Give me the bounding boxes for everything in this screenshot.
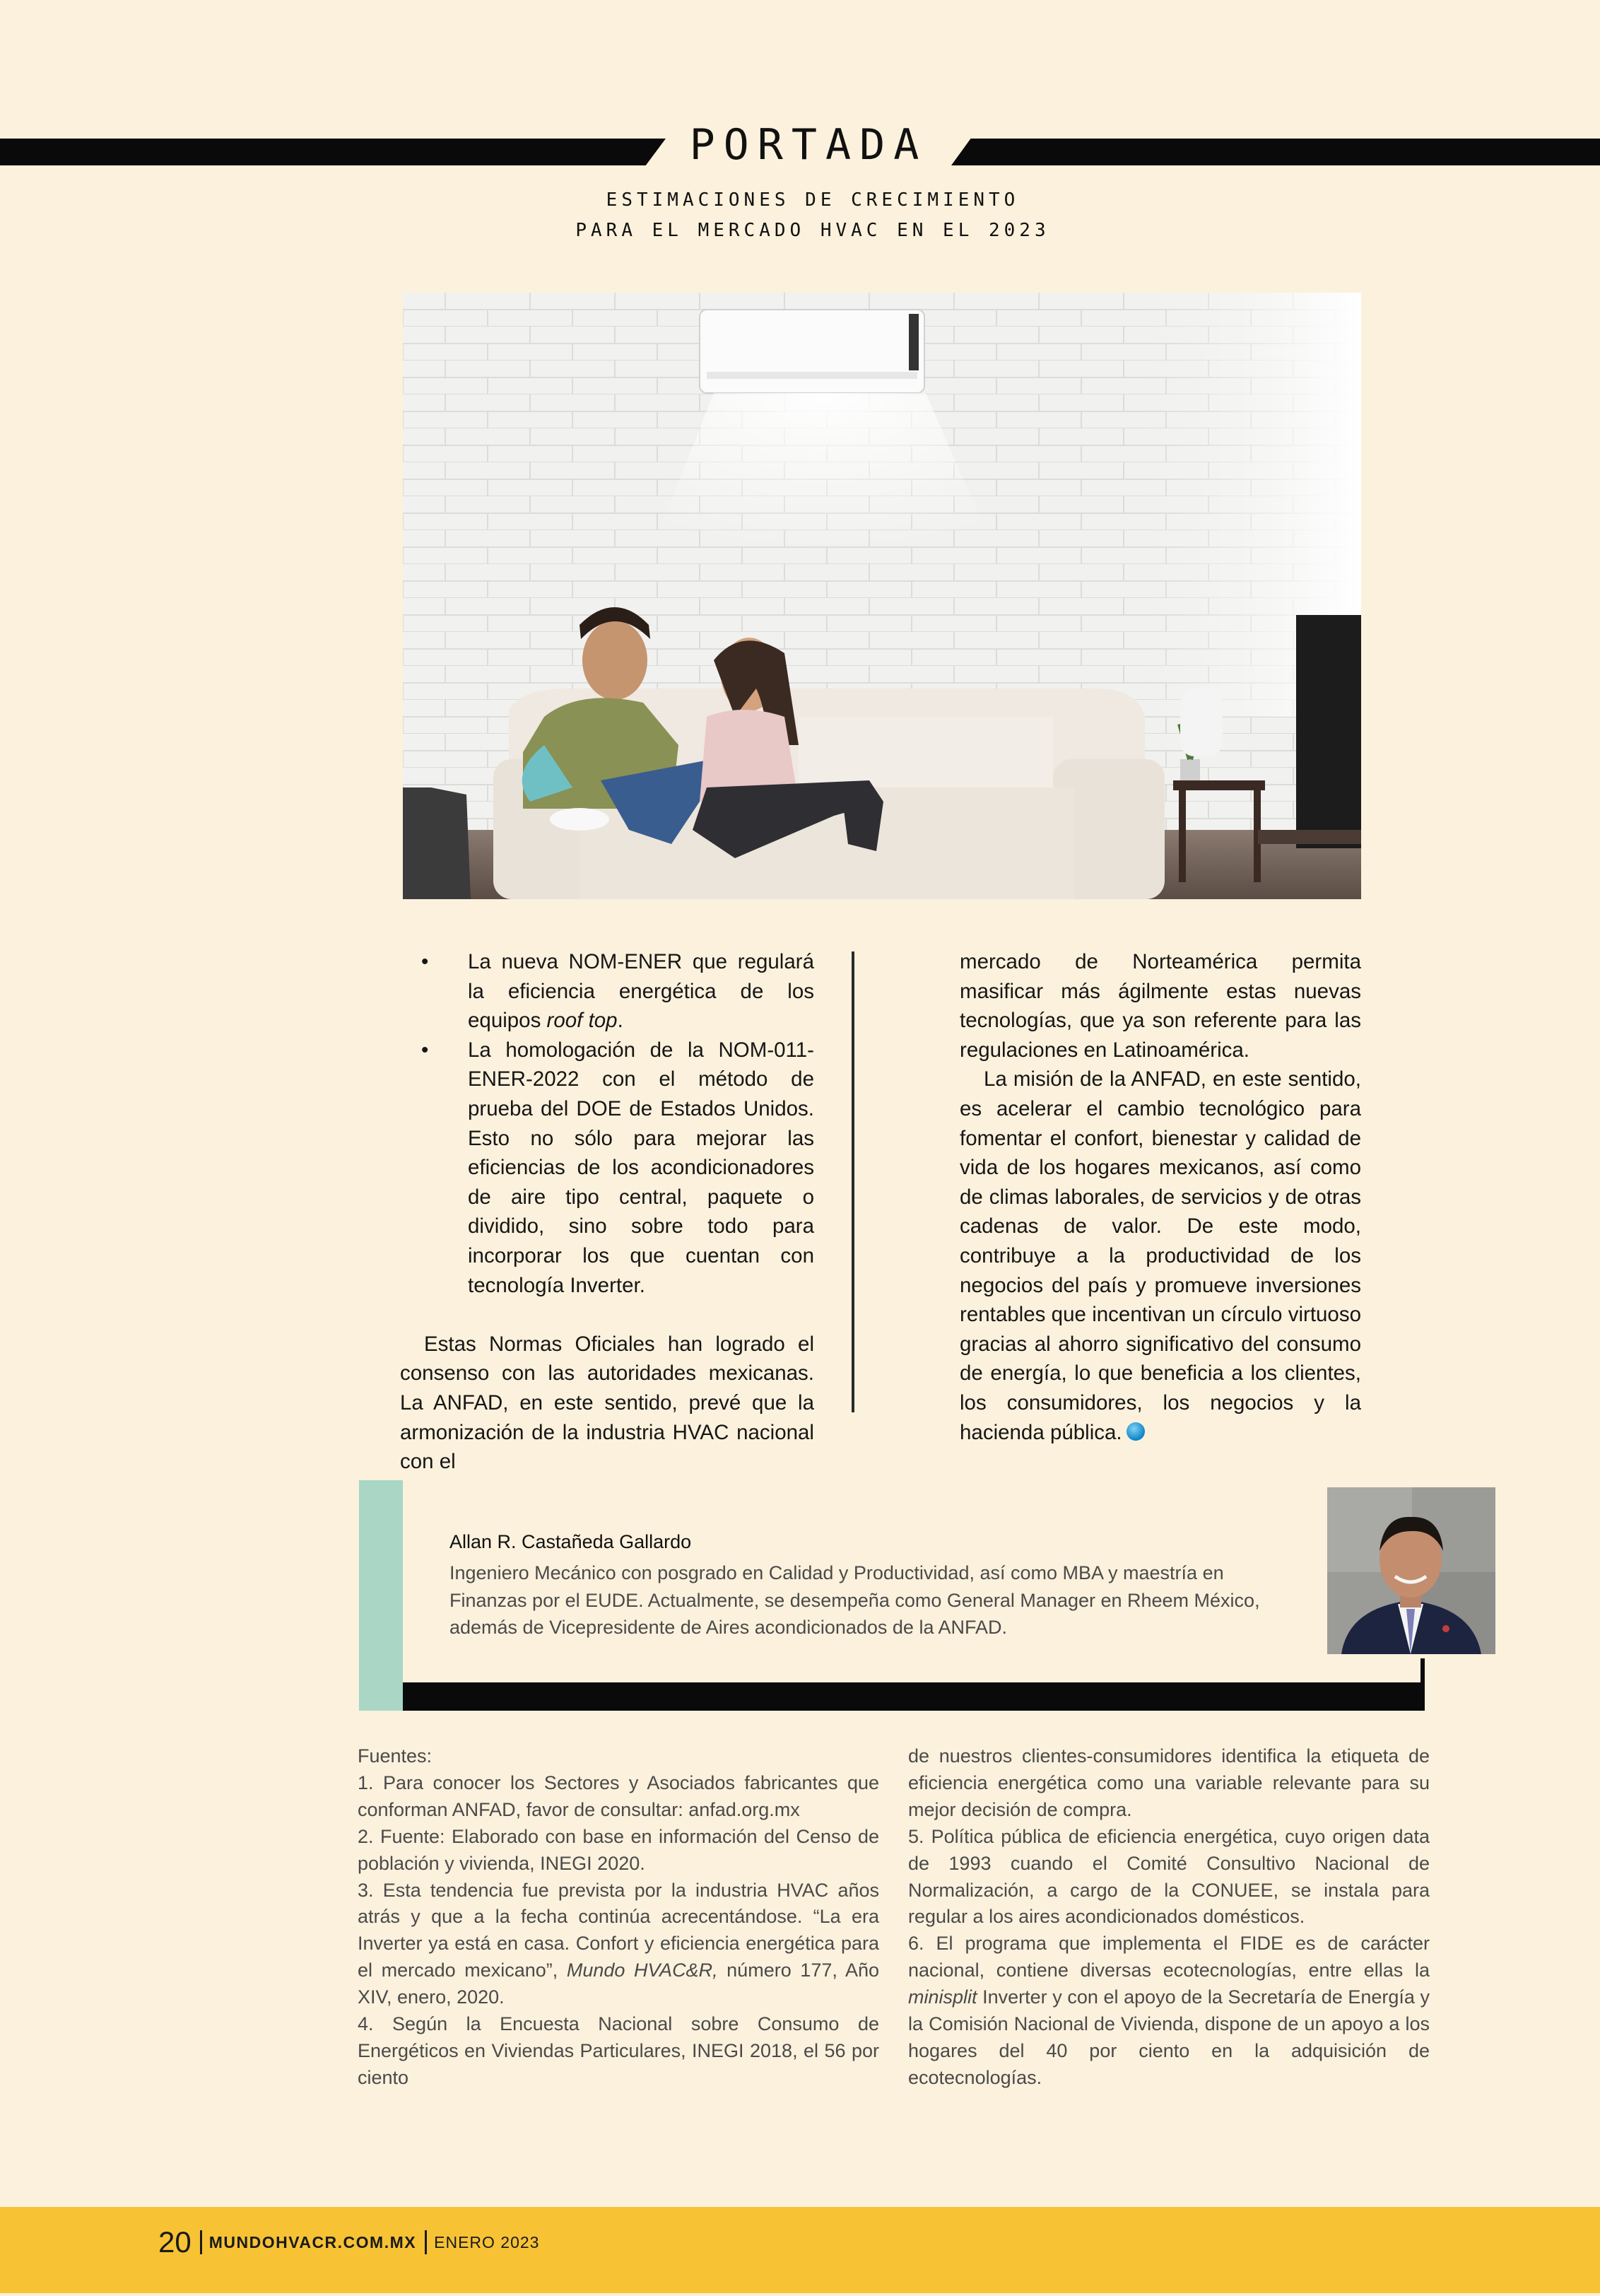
source-note: 5. Política pública de eficiencia energética, cuyo origen data de 1993 cuando el Comité Consultivo Nacional de Normalización, a cargo de la CONUEE, se instala para regular a los aires acondicionados domésticos. bbox=[908, 1825, 1430, 1928]
source-note: 3. Esta tendencia fue prevista por la industria HVAC años atrás y que a la fecha continúa acrecentándose. “La era Inverter ya está en casa. Confort y eficiencia energética para el mercado mexicano”, Mundo HVAC&R, número 177, Año XIV, enero, 2020. bbox=[358, 1879, 879, 2008]
source-note: 6. El programa que implementa el FIDE es de carácter nacional, contiene diversas ecotecnologías, entre ellas la minisplit Inverter y con el apoyo de la Secretaría de Energía y la Comisión Nacional de Vivienda, dispone de un apoyo a los hogares del 40 por ciento en la adquisición de ecotecnologías. bbox=[908, 1933, 1430, 2088]
source-note: 1. Para conocer los Sectores y Asociados fabricantes que conforman ANFAD, favor de consultar: anfad.org.mx bbox=[358, 1771, 879, 1820]
article-subtitle bbox=[495, 185, 1131, 246]
header-rule-left bbox=[0, 139, 666, 165]
footer-divider bbox=[425, 2230, 427, 2254]
site-link[interactable]: MUNDOHVACR.COM.MX bbox=[208, 2232, 417, 2251]
bullet-marker: • bbox=[421, 1038, 429, 1062]
body-paragraph: La misión de la ANFAD, en este sentido, es acelerar el cambio tecnológico para fomentar el confort, bienestar y calidad de vida de los hogares mexicanos, así como de climas laborales, de servicios y de otras cadenas de valor. De este modo, contribuye a la productividad de los negocios del país y promueve inversiones rentables que incentivan un círculo virtuoso gracias al ahorro significativo del consumo de energía, lo que beneficia a los clientes, los consumidores, los negocios y la hacienda pública. bbox=[960, 1067, 1361, 1444]
author-box-accent bbox=[359, 1480, 403, 1711]
sources-column-right bbox=[908, 1743, 1430, 2092]
hero-photo-couple-living-room bbox=[403, 293, 1361, 899]
source-note: 2. Fuente: Elaborado con base en información del Censo de población y vivienda, INEGI 2020. bbox=[358, 1825, 879, 1874]
issue-date: ENERO 2023 bbox=[434, 2232, 540, 2251]
author-photo bbox=[1327, 1487, 1495, 1654]
sources-heading: Fuentes: bbox=[358, 1745, 433, 1767]
source-note-continued bbox=[908, 1743, 1430, 1824]
bullet-item: • La nueva NOM-ENER que regulará la eficiencia energética de los equipos roof top. bbox=[400, 947, 814, 1036]
page-number: 20 bbox=[158, 2225, 192, 2259]
air-conditioner-unit bbox=[700, 310, 924, 393]
end-of-article-icon bbox=[1127, 1422, 1145, 1441]
source-note-4-tail: de nuestros clientes-consumidores identifica la etiqueta de eficiencia energética como una variable relevante para su mejor decisión de compra. bbox=[908, 1745, 1430, 1820]
column-divider bbox=[852, 951, 854, 1412]
page-footer bbox=[0, 2207, 1600, 2293]
source-note: 4. Según la Encuesta Nacional sobre Consumo de Energéticos en Viviendas Particulares, INEGI 2018, el 56 por ciento bbox=[358, 2013, 879, 2088]
bullet-item: • La homologación de la NOM-011-ENER-2022 con el método de prueba del DOE de Estados Unidos. Esto no sólo para mejorar las eficiencias de los acondicionadores de aire tipo central, paquete o dividido, sino sobre todo para incorporar los que cuentan con tecnología Inverter. bbox=[400, 1036, 814, 1300]
header-rule-right bbox=[951, 139, 1600, 165]
body-paragraph: Estas Normas Oficiales han logrado el consenso con las autoridades mexicanas. La ANFAD, en este sentido, prevé que la armonización de la industria HVAC nacional con el bbox=[400, 1332, 814, 1474]
author-name: Allan R. Castañeda Gallardo bbox=[449, 1531, 692, 1552]
bullet-marker: • bbox=[421, 950, 429, 973]
body-paragraph: mercado de Norteamérica permita masificar más ágilmente estas nuevas tecnologías, que ya son referente para las regulaciones en Latinoamérica. bbox=[960, 950, 1361, 1062]
television bbox=[1296, 615, 1361, 848]
subtitle-line-2: PARA EL MERCADO HVAC EN EL 2023 bbox=[575, 220, 1050, 241]
footer-divider bbox=[200, 2230, 202, 2254]
sources-column-left bbox=[358, 1743, 879, 2088]
author-box-rule bbox=[403, 1682, 1425, 1711]
author-box-rule-end bbox=[1420, 1658, 1425, 1711]
subtitle-line-1: ESTIMACIONES DE CRECIMIENTO bbox=[606, 189, 1020, 211]
section-title: PORTADA bbox=[689, 120, 928, 170]
article-column-left bbox=[400, 947, 814, 1477]
author-bio: Ingeniero Mecánico con posgrado en Calidad y Productividad, así como MBA y maestría en Finanzas por el EUDE. Actualmente, se desempeña como General Manager en Rheem México, además de Vicepresidente de Aires acondicionados de la ANFAD. bbox=[449, 1562, 1260, 1638]
article-column-right bbox=[960, 947, 1361, 1447]
